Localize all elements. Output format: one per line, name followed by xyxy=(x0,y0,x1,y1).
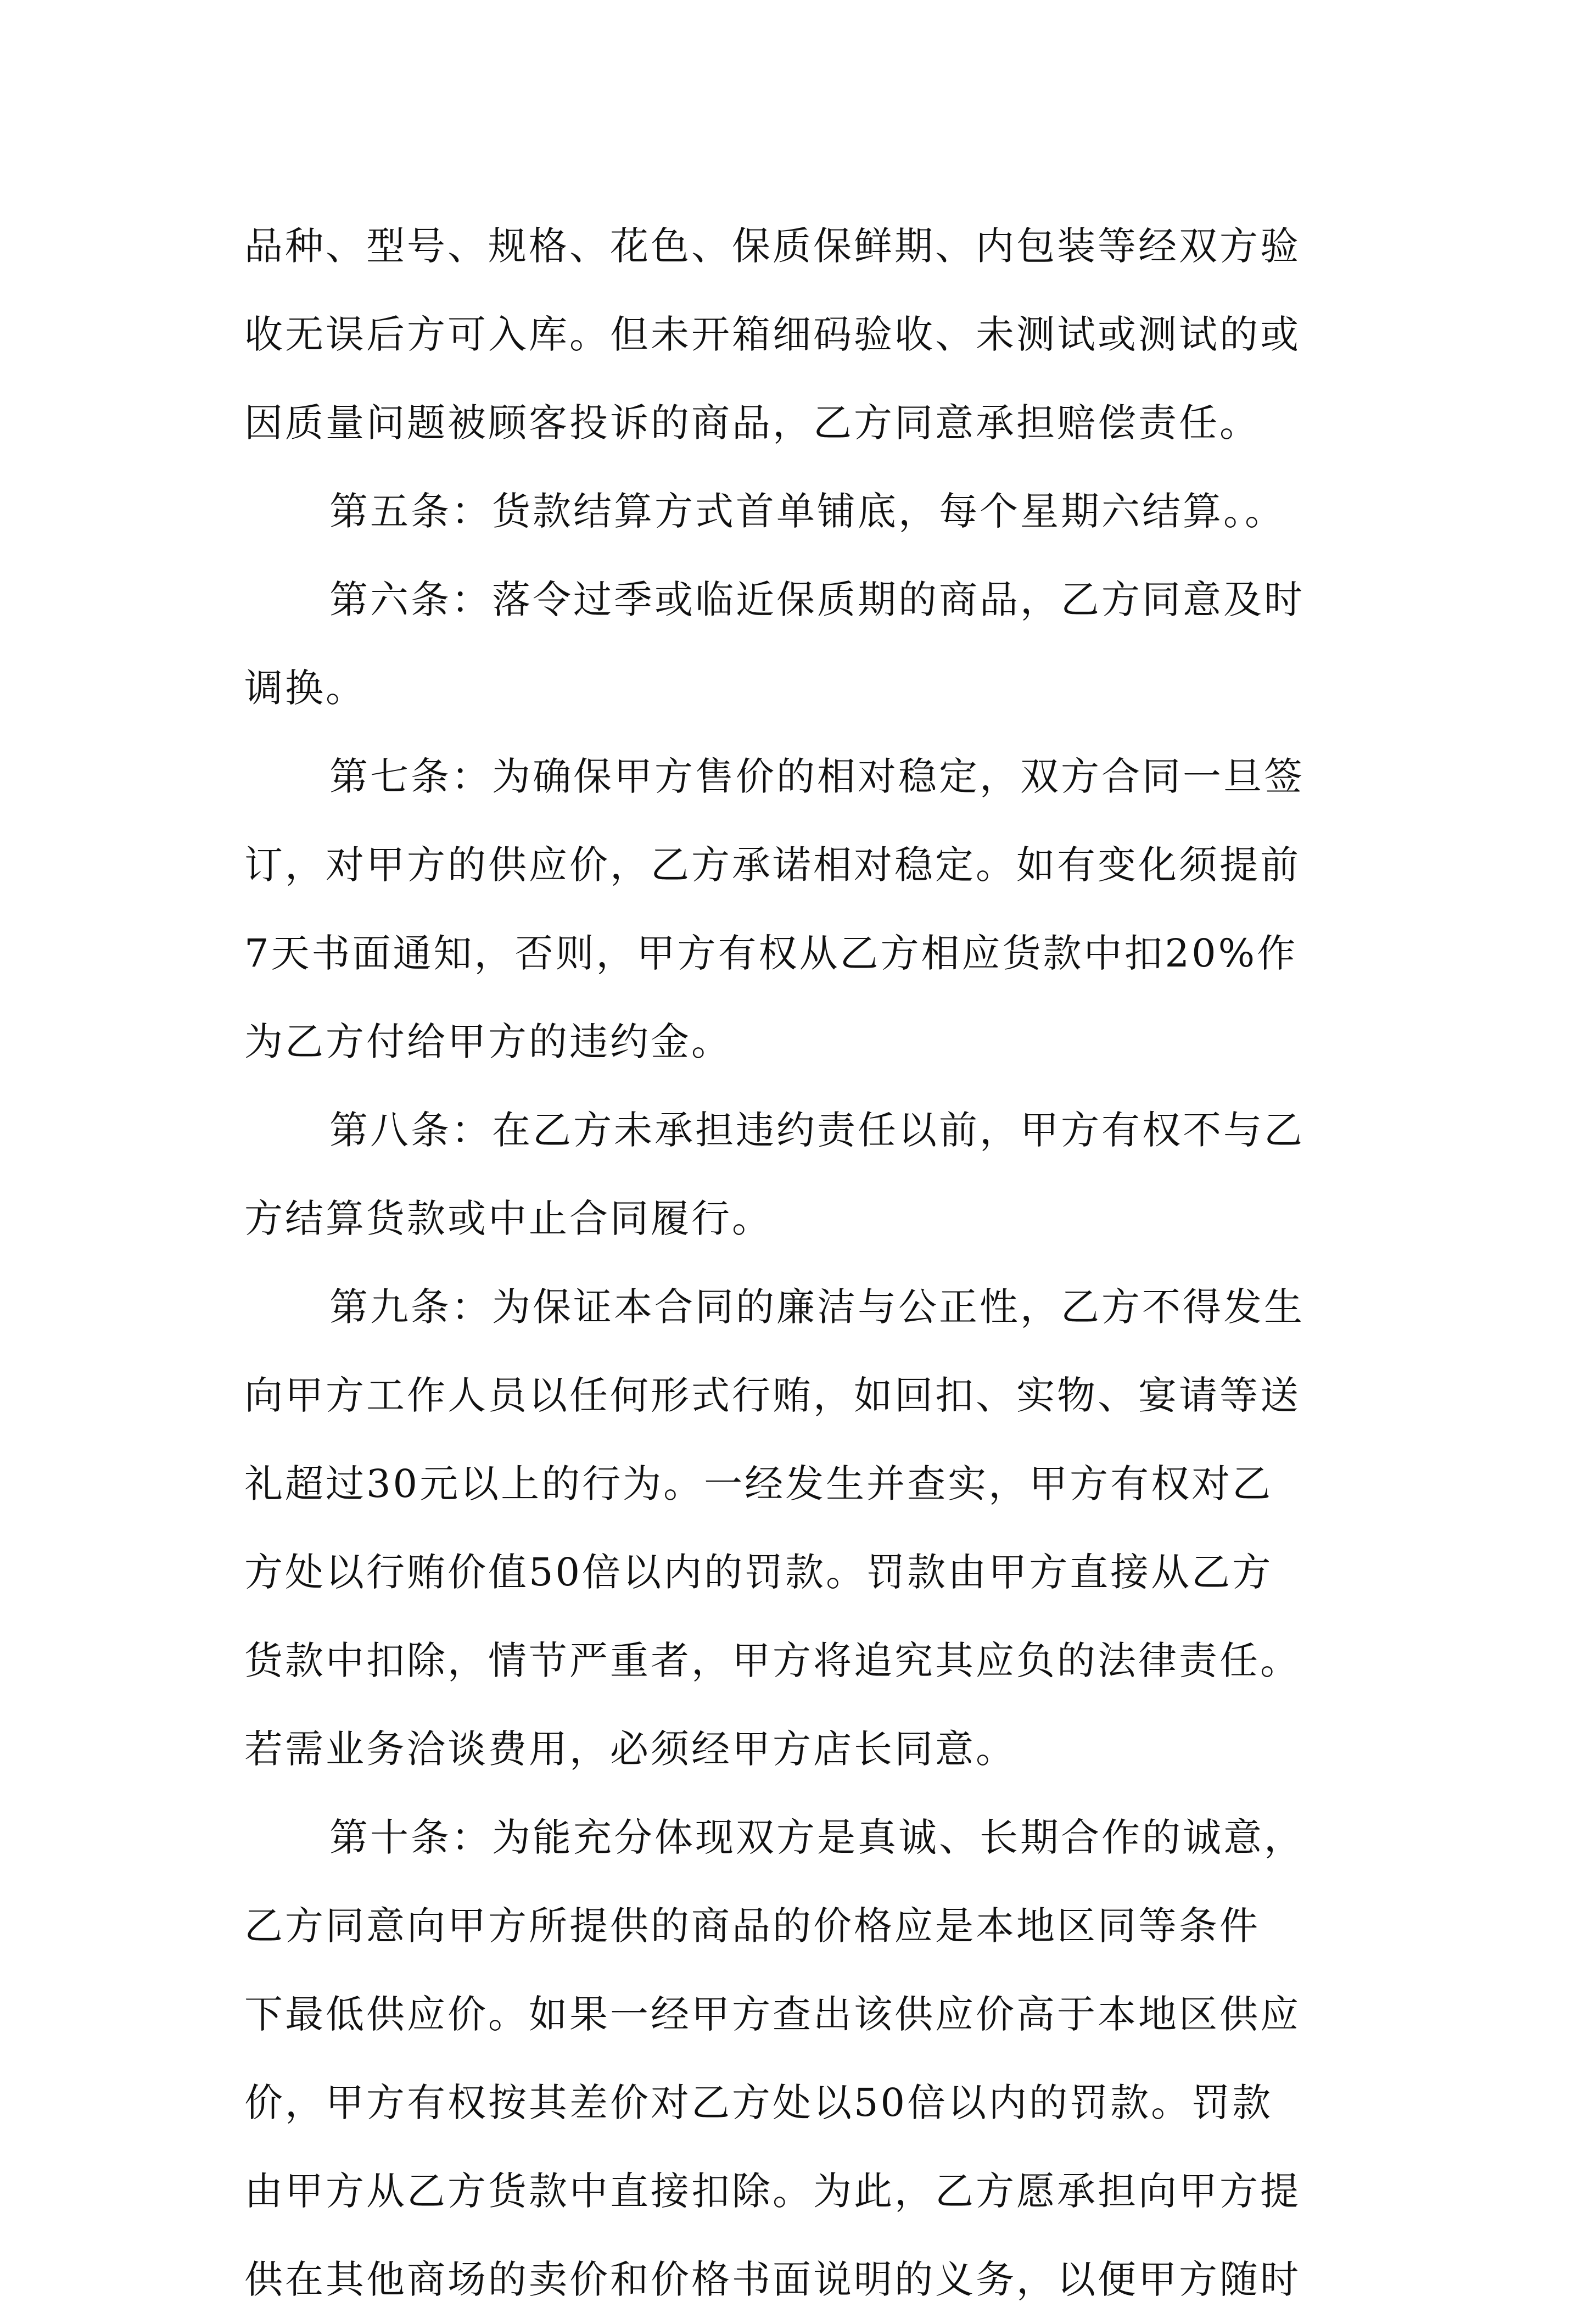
text-line: 品种、型号、规格、花色、保质保鲜期、内包装等经双方验 xyxy=(244,224,1301,269)
text-line: 调换。 xyxy=(244,666,366,711)
text-line: 第六条：落令过季或临近保质期的商品，乙方同意及时 xyxy=(329,577,1305,622)
text-line: 为乙方付给甲方的违约金。 xyxy=(244,1019,732,1064)
text-line: 7天书面通知，否则，甲方有权从乙方相应货款中扣20%作 xyxy=(244,931,1298,976)
text-line: 方处以行贿价值50倍以内的罚款。罚款由甲方直接从乙方 xyxy=(244,1550,1273,1595)
text-line: 订，对甲方的供应价，乙方承诺相对稳定。如有变化须提前 xyxy=(244,842,1301,887)
text-line: 第七条：为确保甲方售价的相对稳定，双方合同一旦签 xyxy=(329,754,1305,799)
text-line: 收无误后方可入库。但未开箱细码验收、未测试或测试的或 xyxy=(244,312,1301,357)
text-line: 礼超过30元以上的行为。一经发生并查实，甲方有权对乙 xyxy=(244,1461,1273,1506)
text-line: 供在其他商场的卖价和价格书面说明的义务，以便甲方随时 xyxy=(244,2257,1301,2302)
text-line: 第八条：在乙方未承担违约责任以前，甲方有权不与乙 xyxy=(329,1108,1305,1153)
text-line: 价，甲方有权按其差价对乙方处以50倍以内的罚款。罚款 xyxy=(244,2080,1273,2125)
text-line: 下最低供应价。如果一经甲方查出该供应价高于本地区供应 xyxy=(244,1992,1301,2037)
contract-body xyxy=(244,202,1364,2324)
text-line: 方结算货款或中止合同履行。 xyxy=(244,1196,773,1241)
text-line: 第五条：货款结算方式首单铺底，每个星期六结算。。 xyxy=(329,489,1285,534)
text-line: 由甲方从乙方货款中直接扣除。为此，乙方愿承担向甲方提 xyxy=(244,2169,1301,2214)
text-line: 货款中扣除，情节严重者，甲方将追究其应负的法律责任。 xyxy=(244,1638,1301,1683)
text-line: 第十条：为能充分体现双方是真诚、长期合作的诚意， xyxy=(329,1815,1305,1860)
text-line: 向甲方工作人员以任何形式行贿，如回扣、实物、宴请等送 xyxy=(244,1373,1301,1418)
text-line: 第九条：为保证本合同的廉洁与公正性，乙方不得发生 xyxy=(329,1284,1305,1329)
text-line: 若需业务洽谈费用，必须经甲方店长同意。 xyxy=(244,1727,1016,1772)
text-line: 乙方同意向甲方所提供的商品的价格应是本地区同等条件 xyxy=(244,1903,1260,1948)
text-line: 因质量问题被顾客投诉的商品，乙方同意承担赔偿责任。 xyxy=(244,400,1260,445)
